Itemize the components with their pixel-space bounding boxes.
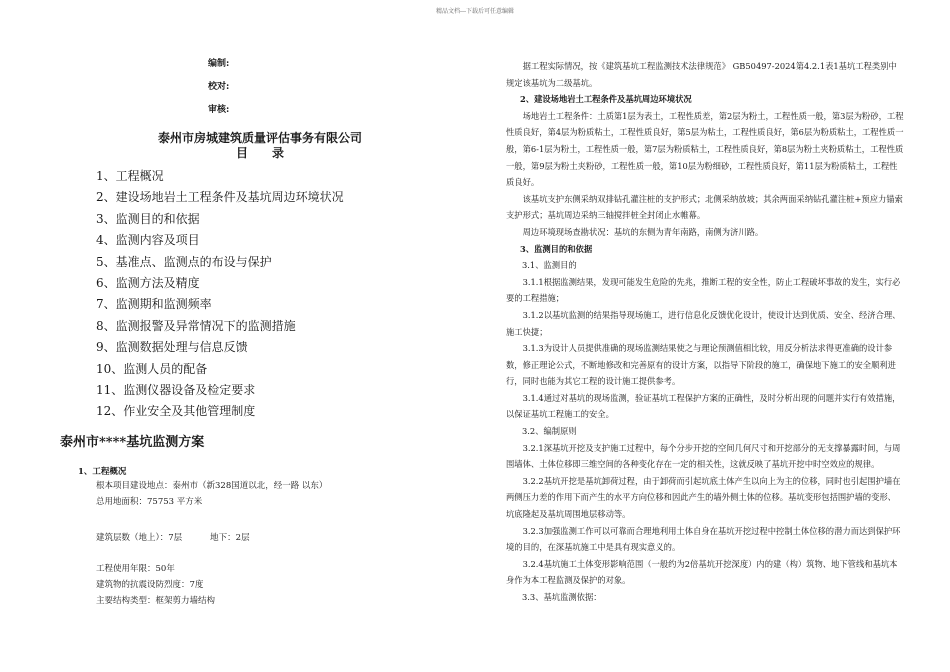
toc-item: 9、监测数据处理与信息反馈 [96, 340, 248, 355]
toc-item: 8、监测报警及异常情况下的监测措施 [96, 318, 296, 333]
toc-item: 5、基准点、监测点的布设与保护 [96, 254, 272, 269]
floors-above: 建筑层数（地上）：7层 [96, 532, 183, 543]
paragraph-3-1-4: 3.1.4通过对基坑的现场监测，验证基坑工程保护方案的正确性，及时分析出现的问题并实行有效措施，以保证基坑工程施工的安全。 [506, 392, 901, 420]
toc-item: 4、监测内容及项目 [96, 233, 200, 248]
toc-title: 目录 [235, 146, 308, 160]
building-floors [60, 530, 460, 546]
paragraph-3-1-3: 3.1.3为设计人员提供准确的现场监测结果使之与理论预测值相比较，用反分析法求得更准确的设计参数，修正理论公式，不断地修改和完善原有的设计方案，以指导下阶段的施工，确保地下施工的安全顺利进行，同时也能为其它工程的设计施工提供参考。 [506, 343, 896, 387]
right-column [506, 58, 904, 606]
table-of-contents [60, 166, 460, 423]
check-label: 校对: [208, 82, 230, 92]
paragraph-3-2-3: 3.2.3加强监测工作可以可靠而合理地利用土体自身在基坑开挖过程中控制土体位移的潜力而达到保护环境的目的，在深基坑施工中是具有现实意义的。 [506, 525, 901, 553]
subsection-3-1: 3.1、监测目的 [522, 260, 577, 271]
left-column [60, 56, 460, 609]
subsection-3-3: 3.3、基坑监测依据： [522, 592, 602, 602]
toc-item: 11、监测仪器设备及检定要求 [96, 383, 256, 398]
paragraph-3-1-1: 3.1.1根据监测结果，发现可能发生危险的先兆，推断工程的安全性，防止工程破坏事故的发生，实行必要的工程措施； [506, 276, 901, 304]
subsection-3-2: 3.2、编制原则 [522, 426, 577, 437]
toc-item: 6、监测方法及精度 [96, 276, 200, 291]
toc-item: 3、监测目的和依据 [96, 211, 200, 226]
paragraph-3-1-2: 3.1.2以基坑监测的结果指导现场施工，进行信息化反馈优化设计，使设计达到优质、安全、经济合理、施工快捷； [506, 309, 901, 337]
toc-item: 7、监测期和监测频率 [96, 297, 212, 312]
toc-item: 2、建设场地岩土工程条件及基坑周边环境状况 [96, 190, 344, 205]
total-land-area: 总用地面积：75753 平方米 [96, 496, 203, 507]
toc-item: 10、监测人员的配备 [96, 361, 208, 376]
soil-conditions: 场地岩土工程条件：土质第1层为表土，工程性质差，第2层为粉土，工程性质一般，第3层为粉砂，工程性质良好，第4层为粉质粘土，工程性质良好，第5层为粘土，工程性质良好，第6层为粉质粘土，工程性质一般，第6-1层为粉土，工程性质一般，第7层为粉质粘土，工程性质良好，第8层为粉土夹粉质粘土，工程性质一般，第9层为粉土夹粉砂，工程性质一般，第10层为粉细砂，工程性质良好，第11层为粉质粘土，工程性质良好。 [506, 110, 904, 188]
paragraph-3-2-1: 3.2.1深基坑开挖及支护施工过程中，每个分步开挖的空间几何尺寸和开挖部分的无支撑暴露时间，与周围墙体、土体位移即三维空间的各种变化存在一定的相关性，这就反映了基坑开挖中时空效应的规律。 [506, 442, 901, 470]
structure-type: 主要结构类型：框架剪力墙结构 [96, 595, 216, 606]
service-life: 工程使用年限：50年 [96, 563, 175, 574]
seismic-intensity: 建筑物的抗震设防烈度：7度 [96, 579, 204, 590]
paragraph-3-2-2: 3.2.2基坑开挖是基坑卸荷过程，由于卸荷而引起坑底土体产生以向上为主的位移，同时也引起围护墙在两侧压力差的作用下而产生的水平方向位移和因此产生的墙外侧土体的位移。基坑变形包括围护墙的变形、坑底隆起及基坑周围地层移动等。 [506, 475, 901, 520]
header-note: 精品文档---下载后可任意编辑 [435, 8, 515, 15]
section-1-title: 1、工程概况 [78, 466, 127, 477]
intro-paragraph: 据工程实际情况，按《建筑基坑工程监测技术法律规范》 GB50497-2024第4.2.1表1基坑工程类别中规定该基坑为二级基坑。 [506, 61, 897, 88]
section-3-title: 3、监测目的和依据 [520, 243, 593, 254]
paragraph-3-2-4: 3.2.4基坑施工土体变形影响范围（一般约为2倍基坑开挖深度）内的建（构）筑物、地下管线和基坑本身作为本工程监测及保护的对象。 [506, 558, 898, 586]
floors-below: 地下：2层 [210, 532, 250, 543]
toc-item: 12、作业安全及其他管理制度 [96, 404, 256, 419]
compile-label: 编制: [208, 59, 230, 69]
support-form: 该基坑支护东侧采纳双排钻孔灌注桩的支护形式；北侧采纳放坡；其余两面采纳钻孔灌注桩+预应力锚索支护形式；基坑周边采纳三轴搅拌桩全封闭止水帷幕。 [506, 193, 903, 221]
project-location: 根本项目建设地点：泰州市（新328国道以北，经一路 以东） [96, 480, 328, 491]
section-2-title: 2、建设场地岩土工程条件及基坑周边环境状况 [520, 94, 692, 105]
surrounding-environment: 周边环境现场查勘状况：基坑的东侧为青年南路，南侧为济川路。 [522, 226, 764, 237]
toc-item: 1、工程概况 [96, 169, 164, 183]
plan-title: 泰州市****基坑监测方案 [60, 434, 205, 450]
company-name: 泰州市房城建筑质量评估事务有限公司 [157, 131, 362, 145]
review-label: 审核: [208, 105, 230, 115]
